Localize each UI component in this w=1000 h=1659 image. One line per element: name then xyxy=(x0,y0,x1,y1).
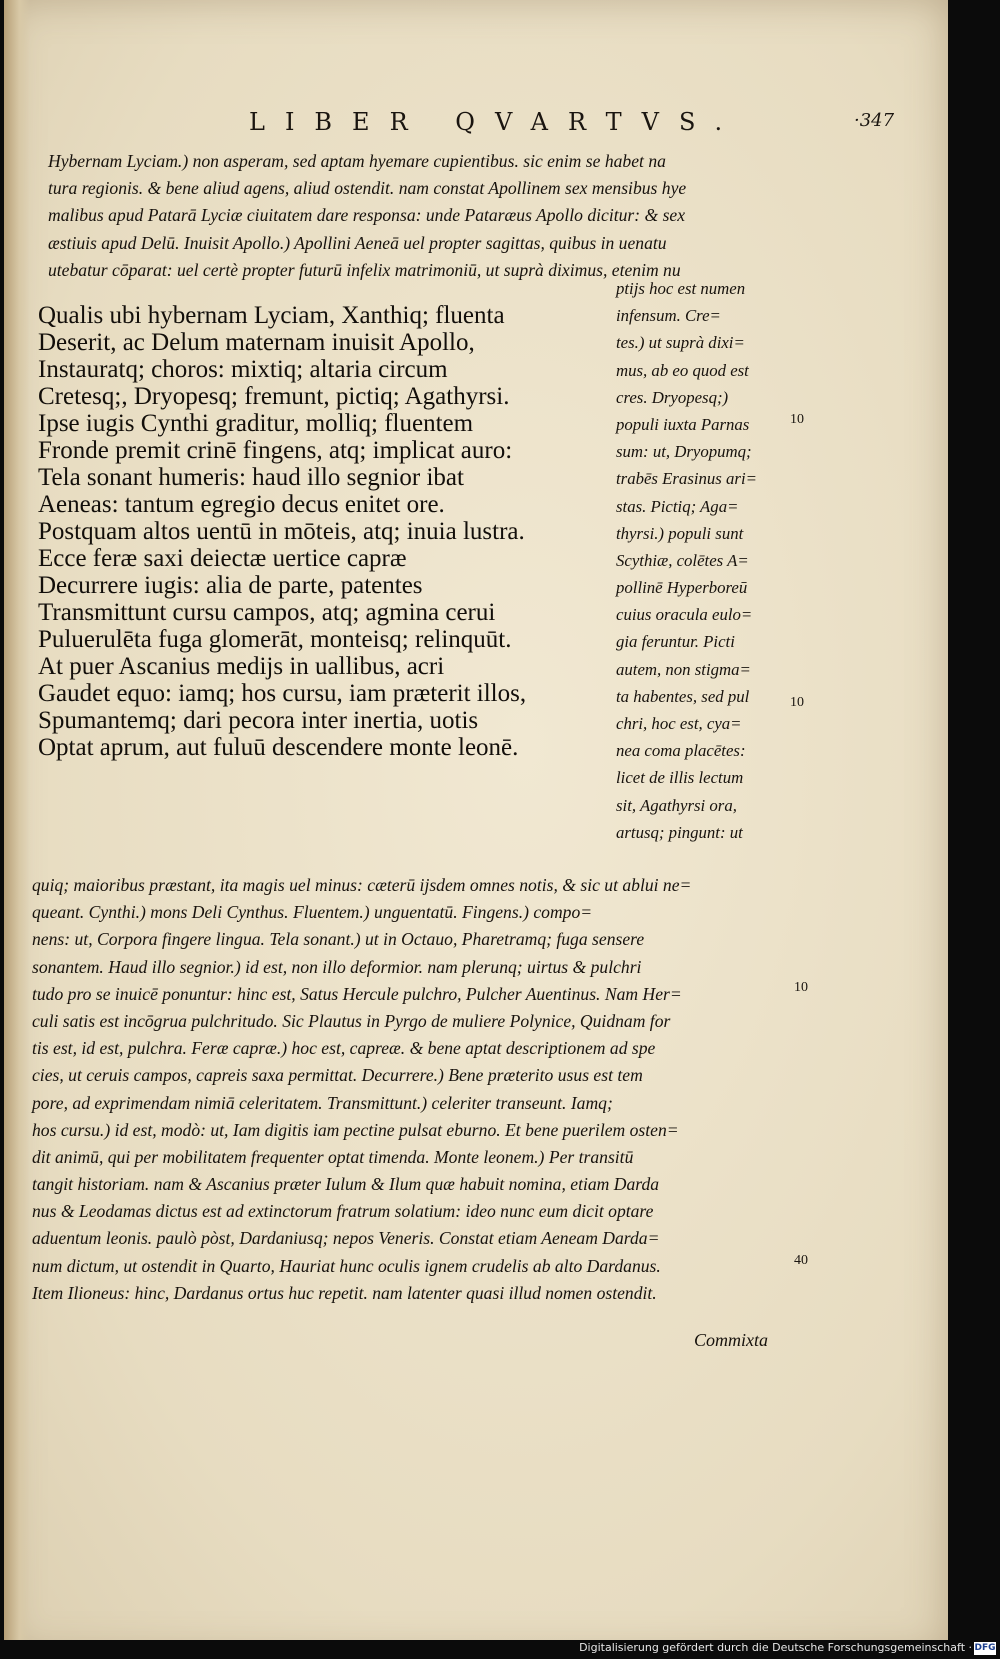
line-number: 10 xyxy=(794,980,808,995)
commentary-line: ptijs hoc est numen xyxy=(616,279,746,298)
verse-line: Ecce feræ saxi deiectæ uertice capræ xyxy=(38,545,407,572)
commentary-line: nea coma placētes: xyxy=(616,741,746,761)
commentary-line: mus, ab eo quod est xyxy=(616,360,749,380)
verse-line: Qualis ubi hybernam Lyciam, Xanthiq; fluenta xyxy=(38,302,505,329)
commentary-bottom xyxy=(32,872,691,1307)
commentary-line: sonantem. Haud illo segnior.) id est, non illo deformior. nam plerunq; uirtus & pulchri xyxy=(32,956,642,977)
verse-line: Ipse iugis Cynthi graditur, molliq; fluentem xyxy=(38,410,474,437)
commentary-line: pollinē Hyperboreū xyxy=(616,578,748,598)
commentary-line: licet de illis lectum xyxy=(616,768,744,788)
verse-line: Deserit, ac Delum maternam inuisit Apollo, xyxy=(38,329,475,356)
commentary-line: nens: ut, Corpora fingere lingua. Tela sonant.) ut in Octauo, Pharetramq; fuga sensere xyxy=(32,929,645,950)
verse-line: Fronde premit crinē fingens, atq; implicat auro: xyxy=(38,437,513,464)
commentary-line: tura regionis. & bene aliud agens, aliud ostendit. nam constat Apollinem sex mensibus hye xyxy=(48,178,687,199)
verse-line: Instauratq; choros: mixtiq; altaria circum xyxy=(38,356,448,383)
commentary-line: sit, Agathyrsi ora, xyxy=(616,795,737,815)
verse-line: Postquam altos uentū in mōteis, atq; inuia lustra. xyxy=(38,518,525,545)
commentary-line: thyrsi.) populi sunt xyxy=(616,523,744,543)
book-page xyxy=(4,0,948,1655)
commentary-line: tudo pro se inuicē ponuntur: hinc est, Satus Hercule pulchro, Pulcher Auentinus. Nam Her= xyxy=(32,983,682,1004)
line-number: 10 xyxy=(790,695,804,710)
commentary-line: tes.) ut suprà dixi= xyxy=(616,333,745,353)
verse-line: Spumantemq; dari pecora inter inertia, uotis xyxy=(38,707,479,734)
commentary-line: stas. Pictiq; Aga= xyxy=(616,496,739,516)
commentary-line: cies, ut ceruis campos, capreis saxa permittat. Decurrere.) Bene præterito usus est tem xyxy=(32,1065,643,1086)
commentary-line: populi iuxta Parnas xyxy=(616,414,750,434)
commentary-line: Hybernam Lyciam.) non asperam, sed aptam hyemare cupientibus. sic enim se habet na xyxy=(48,151,666,171)
commentary-line: dit animū, qui per mobilitatem frequenter optat timenda. Monte leonem.) Per transitū xyxy=(32,1146,634,1167)
dfg-logo-icon: DFG xyxy=(974,1643,996,1653)
commentary-line: queant. Cynthi.) mons Deli Cynthus. Fluentem.) unguentatū. Fingens.) compo= xyxy=(32,902,593,923)
catchword: Commixta xyxy=(694,1330,768,1350)
commentary-line: Scythiæ, colētes A= xyxy=(616,550,749,570)
verse-line: Gaudet equo: iamq; hos cursu, iam præterit illos, xyxy=(38,680,527,707)
commentary-line: infensum. Cre= xyxy=(616,306,721,326)
commentary-line: cuius oracula eulo= xyxy=(616,605,753,625)
verse-line: Cretesq;, Dryopesq; fremunt, pictiq; Agathyrsi. xyxy=(38,383,510,410)
footer-credit: Digitalisierung gefördert durch die Deutsche Forschungsgemeinschaft · xyxy=(579,1641,972,1654)
commentary-line: cres. Dryopesq;) xyxy=(616,387,729,407)
running-head xyxy=(4,108,948,138)
commentary-side xyxy=(616,275,757,846)
commentary-line: æstiuis apud Delū. Inuisit Apollo.) Apollini Aeneā uel propter sagittas, quibus in uenatu xyxy=(48,232,667,253)
commentary-line: malibus apud Patarā Lyciæ ciuitatem dare responsa: unde Pataræus Apollo dicitur: & sex xyxy=(48,205,686,226)
commentary-line: hos cursu.) id est, modò: ut, Iam digitis iam pectine pulsat eburno. Et bene puerilem osten= xyxy=(32,1119,679,1140)
commentary-line: trabēs Erasinus ari= xyxy=(616,469,757,489)
commentary-line: nus & Leodamas dictus est ad extinctorum fratrum solatium: ideo nunc eum dicit optare xyxy=(32,1201,654,1222)
commentary-line: aduentum leonis. paulò pòst, Dardaniusq; nepos Veneris. Constat etiam Aeneam Darda= xyxy=(32,1228,660,1249)
line-number: 40 xyxy=(794,1253,808,1268)
verse-line: Aeneas: tantum egregio decus enitet ore. xyxy=(38,491,445,518)
commentary-line: autem, non stigma= xyxy=(616,659,751,679)
commentary-line: artusq; pingunt: ut xyxy=(616,822,743,842)
commentary-line: gia feruntur. Picti xyxy=(616,632,735,652)
verse-line: Puluerulēta fuga glomerāt, monteisq; relinquūt. xyxy=(38,626,512,653)
commentary-line: sum: ut, Dryopumq; xyxy=(616,442,752,462)
commentary-line: num dictum, ut ostendit in Quarto, Hauriat hunc oculis ignem crudelis ab alto Dardanus. xyxy=(32,1255,661,1276)
verse-line: Optat aprum, aut fuluū descendere monte leonē. xyxy=(38,734,519,761)
commentary-top xyxy=(48,148,686,284)
commentary-line: chri, hoc est, cya= xyxy=(616,714,742,733)
page-gutter xyxy=(4,0,30,1655)
commentary-line: tis est, id est, pulchra. Feræ capræ.) hoc est, capreæ. & bene aptat descriptionem ad spe xyxy=(32,1038,656,1059)
commentary-line: quiq; maioribus præstant, ita magis uel minus: cæterū ijsdem omnes notis, & sic ut ablui ne= xyxy=(32,875,692,895)
commentary-line: utebatur cōparat: uel certè propter futurū infelix matrimoniū, ut suprà diximus, etenim nu xyxy=(48,259,681,280)
verse-line: At puer Ascanius medijs in uallibus, acri xyxy=(38,653,445,680)
commentary-line: tangit historiam. nam & Ascanius præter Iulum & Ilum quæ habuit nomina, etiam Darda xyxy=(32,1174,660,1195)
commentary-line: culi satis est incōgrua pulchritudo. Sic Plautus in Pyrgo de muliere Polynice, Quidnam for xyxy=(32,1010,671,1031)
folio-number: ·347 xyxy=(854,110,895,131)
verse-block xyxy=(38,302,526,761)
verse-line: Decurrere iugis: alia de parte, patentes xyxy=(38,572,423,599)
verse-line: Tela sonant humeris: haud illo segnior ibat xyxy=(38,464,464,491)
verse-line: Transmittunt cursu campos, atq; agmina cerui xyxy=(38,599,496,626)
running-title: LIBER QVARTVS. xyxy=(249,108,743,136)
line-number: 10 xyxy=(790,412,804,427)
commentary-line: Item Ilioneus: hinc, Dardanus ortus huc repetit. nam latenter quasi illud nomen ostendit. xyxy=(32,1282,657,1303)
commentary-line: ta habentes, sed pul xyxy=(616,686,750,706)
commentary-line: pore, ad exprimendam nimiā celeritatem. Transmittunt.) celeriter transeunt. Iamq; xyxy=(32,1092,613,1113)
